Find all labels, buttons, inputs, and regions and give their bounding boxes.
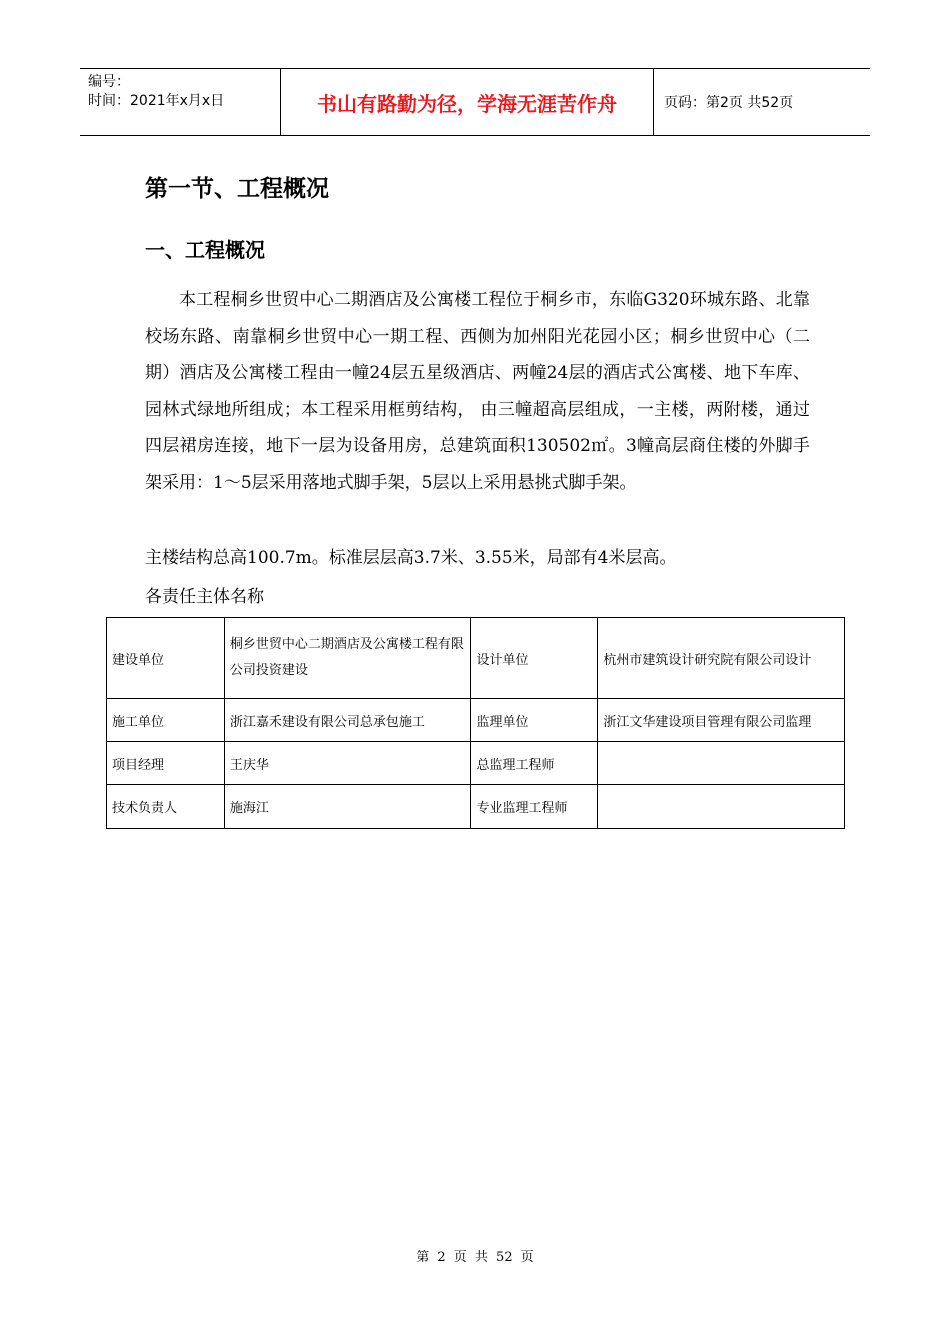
header-time: 时间：2021年x月x日	[88, 93, 225, 109]
table-row	[107, 742, 845, 785]
table-row	[107, 699, 845, 742]
table-cell-key: 总监理工程师	[471, 742, 598, 785]
page-footer: 第 2 页 共 52 页	[416, 1250, 534, 1265]
table-cell-key: 专业监理工程师	[471, 785, 598, 829]
table-cell-key: 项目经理	[107, 742, 225, 785]
table-cell-key: 监理单位	[471, 699, 598, 742]
header-number: 编号：	[88, 74, 130, 90]
table-cell-value	[598, 742, 845, 785]
height-line: 主楼结构总高100.7m。标准层层高3.7米、3.55米，局部有4米层高。	[145, 548, 677, 568]
section-title: 第一节、工程概况	[145, 176, 329, 202]
header-motto: 书山有路勤为径，学海无涯苦作舟	[281, 69, 654, 135]
responsibility-table	[106, 617, 845, 829]
table-cell-key: 技术负责人	[107, 785, 225, 829]
table-cell-key: 建设单位	[107, 618, 225, 699]
table-cell-value: 杭州市建筑设计研究院有限公司设计	[598, 618, 845, 699]
table-cell-value: 浙江文华建设项目管理有限公司监理	[598, 699, 845, 742]
table-cell-value: 桐乡世贸中心二期酒店及公寓楼工程有限公司投资建设	[224, 618, 471, 699]
table-cell-value: 浙江嘉禾建设有限公司总承包施工	[224, 699, 471, 742]
table-caption: 各责任主体名称	[145, 587, 264, 607]
table-cell-key: 设计单位	[471, 618, 598, 699]
page-header	[80, 68, 870, 136]
table-cell-value: 施海江	[224, 785, 471, 829]
table-row	[107, 618, 845, 699]
table-row	[107, 785, 845, 829]
overview-paragraph: 本工程桐乡世贸中心二期酒店及公寓楼工程位于桐乡市，东临G320环城东路、北靠校场东路、南靠桐乡世贸中心一期工程、西侧为加州阳光花园小区；桐乡世贸中心（二期）酒店及公寓楼工程由一幢24层五星级酒店、两幢24层的酒店式公寓楼、地下车库、园林式绿地所组成；本工程采用框剪结构， 由三幢超高层组成，一主楼，两附楼，通过四层裙房连接，地下一层为设备用房，总建筑面积130502㎡。3幢高层商住楼的外脚手架采用：1～5层采用落地式脚手架，5层以上采用悬挑式脚手架。	[145, 290, 810, 493]
header-meta	[80, 69, 281, 135]
table-cell-key: 施工单位	[107, 699, 225, 742]
header-page-info: 页码：第2页 共52页	[664, 95, 794, 111]
table-cell-value	[598, 785, 845, 829]
table-cell-value: 王庆华	[224, 742, 471, 785]
subsection-title: 一、工程概况	[145, 238, 265, 262]
